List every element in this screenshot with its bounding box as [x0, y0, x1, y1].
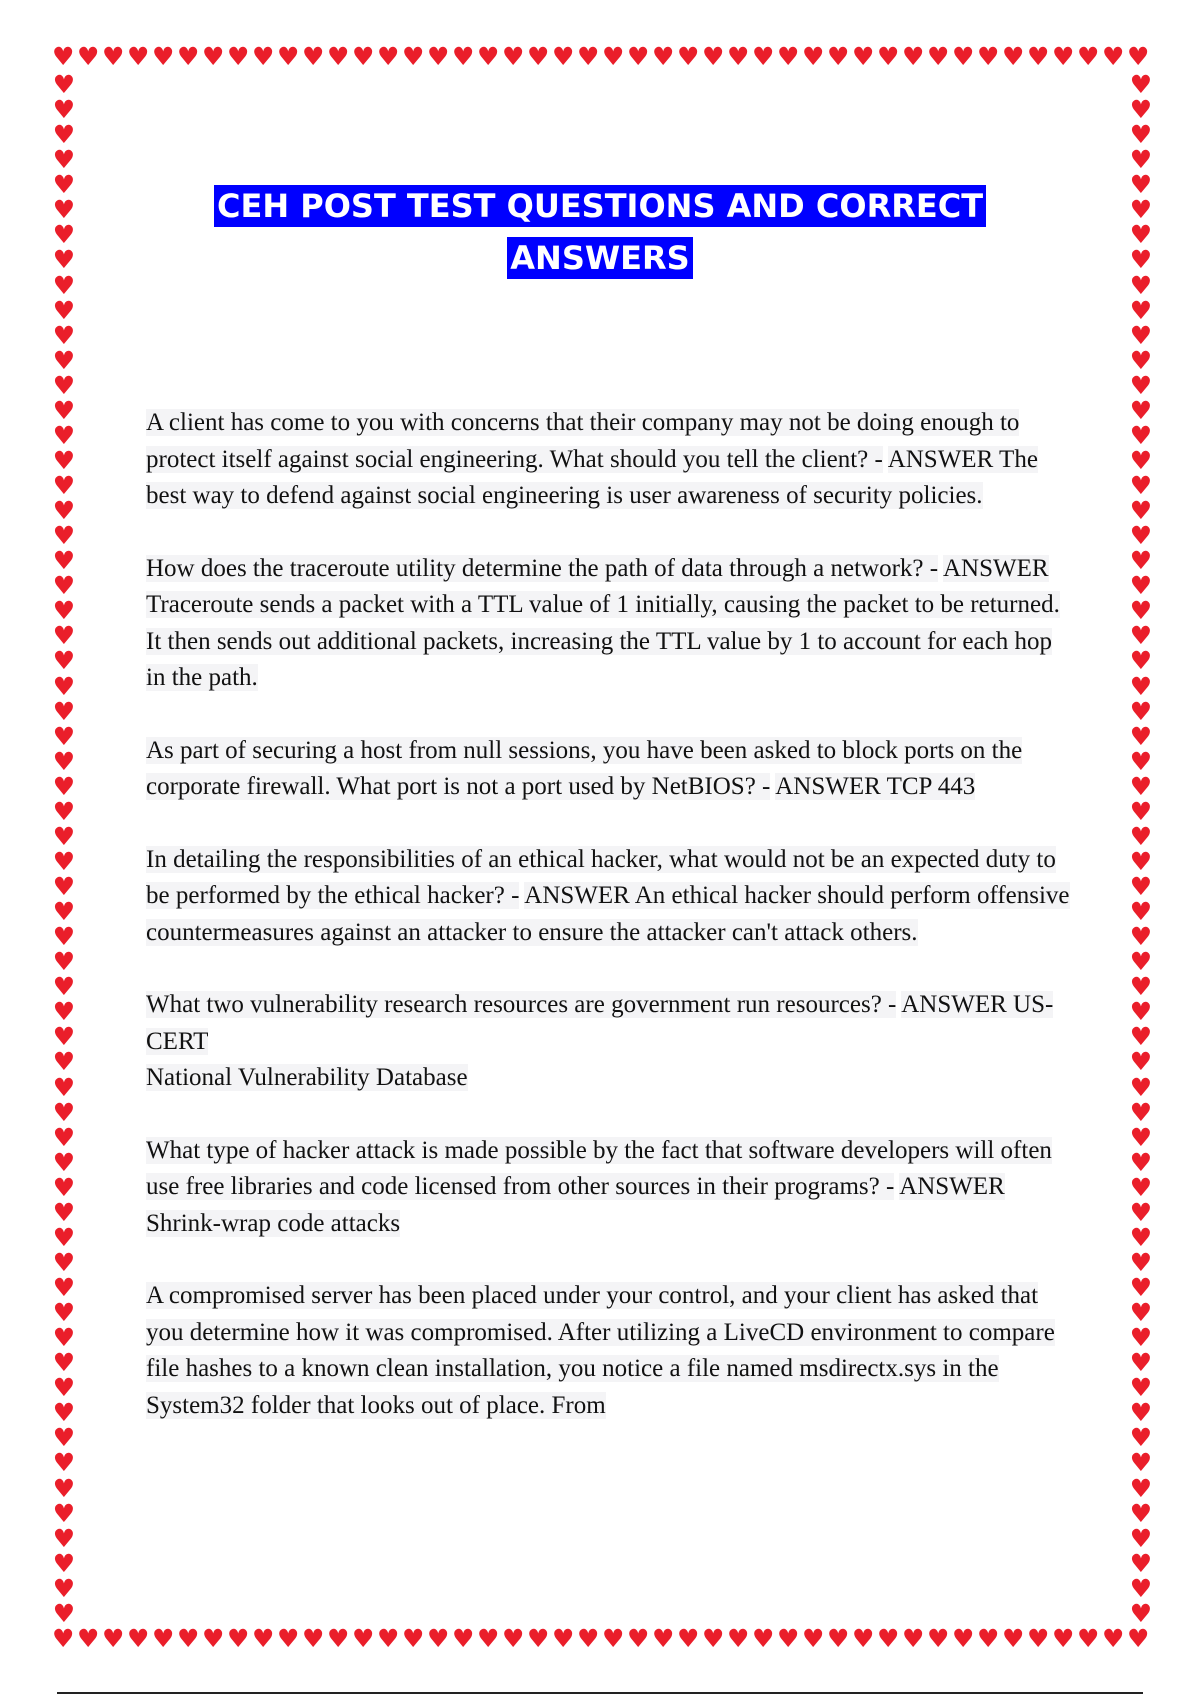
heart-icon: ♥ — [52, 1298, 76, 1328]
heart-icon: ♥ — [1129, 496, 1153, 526]
heart-icon: ♥ — [1129, 270, 1153, 300]
heart-icon: ♥ — [677, 42, 700, 71]
heart-icon: ♥ — [1129, 120, 1153, 150]
heart-icon: ♥ — [52, 922, 76, 952]
heart-icon: ♥ — [977, 1624, 1000, 1653]
heart-icon: ♥ — [852, 1624, 875, 1653]
heart-icon: ♥ — [52, 345, 76, 375]
heart-icon: ♥ — [352, 1624, 375, 1653]
heart-icon: ♥ — [552, 42, 575, 71]
heart-icon: ♥ — [1102, 1624, 1125, 1653]
heart-icon: ♥ — [352, 42, 375, 71]
heart-icon: ♥ — [727, 1624, 750, 1653]
heart-icon: ♥ — [52, 220, 76, 250]
heart-icon: ♥ — [1127, 42, 1150, 71]
heart-icon: ♥ — [52, 270, 76, 300]
heart-icon: ♥ — [52, 1097, 76, 1127]
heart-icon: ♥ — [1129, 1147, 1153, 1177]
heart-icon: ♥ — [52, 947, 76, 977]
heart-icon: ♥ — [1129, 746, 1153, 776]
heart-icon: ♥ — [1129, 646, 1153, 676]
qa-item — [146, 842, 1076, 952]
heart-icon: ♥ — [52, 471, 76, 500]
heart-icon: ♥ — [1129, 972, 1153, 1002]
heart-icon: ♥ — [1129, 1197, 1153, 1227]
heart-icon: ♥ — [1002, 42, 1025, 71]
heart-icon: ♥ — [1129, 1498, 1153, 1528]
heart-icon: ♥ — [52, 420, 76, 450]
heart-icon: ♥ — [1129, 696, 1153, 726]
heart-icon: ♥ — [52, 1498, 76, 1528]
heart-icon: ♥ — [202, 1624, 225, 1653]
heart-icon: ♥ — [1129, 1022, 1153, 1052]
heart-icon: ♥ — [1129, 1273, 1153, 1302]
heart-icon: ♥ — [477, 1624, 500, 1653]
heart-icon: ♥ — [852, 42, 875, 71]
heart-icon: ♥ — [52, 997, 76, 1027]
heart-icon: ♥ — [1129, 320, 1153, 350]
heart-icon: ♥ — [52, 1573, 76, 1603]
heart-icon: ♥ — [52, 1172, 76, 1202]
heart-icon: ♥ — [1077, 42, 1100, 71]
heart-icon: ♥ — [1129, 1573, 1153, 1603]
heart-icon: ♥ — [77, 1624, 100, 1653]
heart-icon: ♥ — [877, 42, 900, 71]
heart-icon: ♥ — [1129, 445, 1153, 475]
heart-icon: ♥ — [1129, 1548, 1153, 1578]
heart-icon: ♥ — [52, 395, 76, 425]
heart-icon: ♥ — [1129, 546, 1153, 576]
heart-icon: ♥ — [52, 721, 76, 751]
answer-text: ANSWER TCP 443 — [775, 773, 976, 800]
heart-icon: ♥ — [52, 245, 76, 275]
heart-icon: ♥ — [577, 1624, 600, 1653]
heart-icon: ♥ — [52, 320, 76, 350]
heart-icon: ♥ — [952, 1624, 975, 1653]
heart-icon: ♥ — [1129, 1298, 1153, 1328]
heart-icon: ♥ — [677, 1624, 700, 1653]
qa-item — [146, 551, 1076, 697]
heart-icon: ♥ — [1129, 947, 1153, 977]
qa-list — [146, 405, 1076, 1460]
heart-icon: ♥ — [1129, 471, 1153, 500]
heart-icon: ♥ — [1129, 345, 1153, 375]
heart-icon: ♥ — [52, 1022, 76, 1052]
heart-icon: ♥ — [52, 1398, 76, 1428]
heart-icon: ♥ — [52, 70, 76, 99]
heart-icon: ♥ — [52, 1548, 76, 1578]
heart-icon: ♥ — [52, 1473, 76, 1503]
heart-icon: ♥ — [52, 120, 76, 150]
heart-icon: ♥ — [1129, 220, 1153, 250]
heart-icon: ♥ — [1129, 897, 1153, 927]
heart-icon: ♥ — [152, 1624, 175, 1653]
heart-icon: ♥ — [1129, 596, 1153, 626]
heart-icon: ♥ — [52, 596, 76, 626]
heart-icon: ♥ — [1052, 42, 1075, 71]
heart-icon: ♥ — [277, 1624, 300, 1653]
answer-text: ANSWER US-CERT — [146, 991, 1054, 1055]
question-text: What two vulnerability research resources are government run resources? - — [146, 991, 897, 1018]
heart-icon: ♥ — [502, 1624, 525, 1653]
qa-item — [146, 1278, 1076, 1424]
heart-icon: ♥ — [1129, 1072, 1153, 1102]
answer-extra-text: National Vulnerability Database — [146, 1064, 468, 1091]
heart-icon: ♥ — [127, 1624, 150, 1653]
heart-icon: ♥ — [52, 42, 75, 71]
heart-icon: ♥ — [1129, 370, 1153, 400]
heart-icon: ♥ — [1129, 997, 1153, 1027]
heart-icon: ♥ — [1129, 1097, 1153, 1127]
heart-icon: ♥ — [302, 1624, 325, 1653]
qa-item — [146, 987, 1076, 1097]
heart-icon: ♥ — [577, 42, 600, 71]
heart-icon: ♥ — [227, 42, 250, 71]
heart-icon: ♥ — [177, 42, 200, 71]
heart-border-top — [52, 44, 1150, 72]
heart-icon: ♥ — [1102, 42, 1125, 71]
heart-icon: ♥ — [1129, 1448, 1153, 1478]
heart-icon: ♥ — [52, 295, 76, 325]
heart-icon: ♥ — [802, 42, 825, 71]
heart-icon: ♥ — [1129, 1598, 1153, 1628]
heart-icon: ♥ — [1129, 821, 1153, 851]
heart-icon: ♥ — [52, 821, 76, 851]
heart-icon: ♥ — [52, 521, 76, 551]
heart-icon: ♥ — [1127, 1624, 1150, 1653]
heart-icon: ♥ — [1129, 1247, 1153, 1277]
heart-icon: ♥ — [102, 42, 125, 71]
heart-icon: ♥ — [52, 972, 76, 1002]
heart-icon: ♥ — [502, 42, 525, 71]
question-text: A client has come to you with concerns that their company may not be doing enough to protect itself against social engineering. What should you tell the client? - — [146, 409, 1020, 473]
heart-icon: ♥ — [602, 42, 625, 71]
heart-icon: ♥ — [1129, 796, 1153, 826]
question-text: What type of hacker attack is made possible by the fact that software developers will often use free libraries and code licensed from other sources in their programs? - — [146, 1136, 1052, 1200]
heart-icon: ♥ — [1129, 145, 1153, 175]
heart-icon: ♥ — [1129, 922, 1153, 952]
heart-icon: ♥ — [1129, 70, 1153, 99]
heart-icon: ♥ — [1129, 721, 1153, 751]
heart-icon: ♥ — [827, 42, 850, 71]
heart-icon: ♥ — [52, 872, 76, 901]
heart-icon: ♥ — [1129, 245, 1153, 275]
heart-icon: ♥ — [777, 42, 800, 71]
heart-icon: ♥ — [1129, 1222, 1153, 1252]
heart-icon: ♥ — [52, 1047, 76, 1077]
heart-icon: ♥ — [527, 42, 550, 71]
heart-icon: ♥ — [202, 42, 225, 71]
heart-icon: ♥ — [1129, 1172, 1153, 1202]
heart-icon: ♥ — [927, 1624, 950, 1653]
heart-icon: ♥ — [1027, 42, 1050, 71]
heart-icon: ♥ — [52, 846, 76, 876]
heart-icon: ♥ — [52, 1072, 76, 1102]
question-text: A compromised server has been placed under your control, and your client has asked that you determine how it was compromised. After utilizing a LiveCD environment to compare file hashes to a known clean installation, you notice a file named msdirectx.sys in the System32 folder that looks out of place. From — [146, 1282, 1055, 1419]
heart-icon: ♥ — [52, 696, 76, 726]
heart-icon: ♥ — [127, 42, 150, 71]
heart-icon: ♥ — [802, 1624, 825, 1653]
heart-icon: ♥ — [52, 1423, 76, 1453]
heart-icon: ♥ — [752, 1624, 775, 1653]
heart-icon: ♥ — [1129, 1047, 1153, 1077]
heart-icon: ♥ — [602, 1624, 625, 1653]
heart-icon: ♥ — [52, 170, 76, 200]
heart-icon: ♥ — [1129, 846, 1153, 876]
heart-icon: ♥ — [102, 1624, 125, 1653]
heart-icon: ♥ — [252, 42, 275, 71]
heart-icon: ♥ — [402, 42, 425, 71]
heart-icon: ♥ — [277, 42, 300, 71]
heart-icon: ♥ — [52, 571, 76, 601]
heart-icon: ♥ — [52, 1348, 76, 1378]
heart-icon: ♥ — [1129, 170, 1153, 200]
heart-border-right — [1128, 72, 1154, 1626]
heart-icon: ♥ — [1129, 420, 1153, 450]
heart-icon: ♥ — [52, 671, 76, 701]
heart-icon: ♥ — [777, 1624, 800, 1653]
heart-icon: ♥ — [52, 1448, 76, 1478]
heart-icon: ♥ — [652, 1624, 675, 1653]
heart-icon: ♥ — [1129, 872, 1153, 901]
heart-icon: ♥ — [52, 796, 76, 826]
heart-icon: ♥ — [227, 1624, 250, 1653]
heart-icon: ♥ — [52, 496, 76, 526]
title-block — [150, 180, 1050, 284]
question-text: In detailing the responsibilities of an ethical hacker, what would not be an expected duty to be performed by the ethical hacker? - — [146, 845, 1056, 909]
heart-icon: ♥ — [1129, 1423, 1153, 1453]
heart-icon: ♥ — [327, 42, 350, 71]
heart-icon: ♥ — [902, 42, 925, 71]
heart-icon: ♥ — [52, 370, 76, 400]
heart-icon: ♥ — [1129, 295, 1153, 325]
answer-text: ANSWER Traceroute sends a packet with a TTL value of 1 initially, causing the packet to be returned. It then sends out additional packets, increasing the TTL value by 1 to account for each hop in the path. — [146, 554, 1060, 691]
heart-icon: ♥ — [77, 42, 100, 71]
heart-icon: ♥ — [377, 1624, 400, 1653]
heart-icon: ♥ — [52, 145, 76, 175]
heart-icon: ♥ — [1129, 521, 1153, 551]
qa-item — [146, 733, 1076, 806]
heart-icon: ♥ — [327, 1624, 350, 1653]
answer-text: ANSWER The best way to defend against social engineering is user awareness of security policies. — [146, 445, 1038, 509]
heart-icon: ♥ — [377, 42, 400, 71]
heart-icon: ♥ — [1129, 395, 1153, 425]
heart-icon: ♥ — [402, 1624, 425, 1653]
heart-icon: ♥ — [627, 1624, 650, 1653]
answer-text: ANSWER An ethical hacker should perform offensive countermeasures against an attacker to ensure the attacker can't attack others. — [146, 882, 1070, 946]
heart-icon: ♥ — [427, 42, 450, 71]
heart-icon: ♥ — [52, 897, 76, 927]
heart-icon: ♥ — [1129, 1398, 1153, 1428]
heart-icon: ♥ — [1129, 571, 1153, 601]
heart-icon: ♥ — [977, 42, 1000, 71]
heart-icon: ♥ — [1129, 95, 1153, 125]
heart-icon: ♥ — [52, 1147, 76, 1177]
heart-icon: ♥ — [627, 42, 650, 71]
footer-divider — [57, 1692, 1143, 1694]
heart-icon: ♥ — [1129, 671, 1153, 701]
question-text: How does the traceroute utility determine the path of data through a network? - — [146, 554, 939, 582]
answer-text: ANSWER Shrink-wrap code attacks — [146, 1173, 1005, 1237]
heart-icon: ♥ — [1027, 1624, 1050, 1653]
heart-icon: ♥ — [1129, 1348, 1153, 1378]
heart-icon: ♥ — [52, 1197, 76, 1227]
heart-icon: ♥ — [52, 1247, 76, 1277]
heart-icon: ♥ — [652, 42, 675, 71]
heart-icon: ♥ — [1129, 195, 1153, 225]
heart-icon: ♥ — [702, 1624, 725, 1653]
heart-border-bottom — [52, 1626, 1150, 1654]
heart-icon: ♥ — [52, 445, 76, 475]
heart-icon: ♥ — [1129, 1373, 1153, 1403]
heart-icon: ♥ — [52, 1598, 76, 1628]
heart-icon: ♥ — [752, 42, 775, 71]
heart-icon: ♥ — [902, 1624, 925, 1653]
heart-icon: ♥ — [927, 42, 950, 71]
heart-icon: ♥ — [52, 1624, 75, 1653]
heart-icon: ♥ — [152, 42, 175, 71]
heart-icon: ♥ — [727, 42, 750, 71]
heart-icon: ♥ — [1077, 1624, 1100, 1653]
heart-icon: ♥ — [702, 42, 725, 71]
heart-icon: ♥ — [827, 1624, 850, 1653]
heart-icon: ♥ — [177, 1624, 200, 1653]
heart-icon: ♥ — [952, 42, 975, 71]
heart-icon: ♥ — [552, 1624, 575, 1653]
heart-icon: ♥ — [52, 1523, 76, 1553]
heart-icon: ♥ — [427, 1624, 450, 1653]
heart-icon: ♥ — [1129, 1323, 1153, 1353]
heart-icon: ♥ — [1129, 621, 1153, 651]
heart-icon: ♥ — [52, 195, 76, 225]
heart-icon: ♥ — [52, 1273, 76, 1302]
heart-icon: ♥ — [52, 1222, 76, 1252]
heart-border-left — [51, 72, 77, 1626]
question-text: As part of securing a host from null sessions, you have been asked to block ports on the corporate firewall. What port is not a port used by NetBIOS? - — [146, 736, 1023, 800]
heart-icon: ♥ — [52, 621, 76, 651]
heart-icon: ♥ — [1002, 1624, 1025, 1653]
heart-icon: ♥ — [877, 1624, 900, 1653]
heart-icon: ♥ — [1129, 771, 1153, 801]
heart-icon: ♥ — [52, 1122, 76, 1152]
qa-item — [146, 405, 1076, 515]
heart-icon: ♥ — [1129, 1122, 1153, 1152]
heart-icon: ♥ — [477, 42, 500, 71]
heart-icon: ♥ — [52, 1373, 76, 1403]
heart-icon: ♥ — [52, 771, 76, 801]
heart-icon: ♥ — [52, 1323, 76, 1353]
heart-icon: ♥ — [52, 95, 76, 125]
heart-icon: ♥ — [302, 42, 325, 71]
qa-item — [146, 1133, 1076, 1243]
heart-icon: ♥ — [52, 746, 76, 776]
heart-icon: ♥ — [52, 646, 76, 676]
heart-icon: ♥ — [452, 1624, 475, 1653]
heart-icon: ♥ — [1129, 1523, 1153, 1553]
document-title: CEH POST TEST QUESTIONS AND CORRECT ANSWERS — [214, 185, 986, 279]
heart-icon: ♥ — [1129, 1473, 1153, 1503]
heart-icon: ♥ — [52, 546, 76, 576]
heart-icon: ♥ — [527, 1624, 550, 1653]
heart-icon: ♥ — [1052, 1624, 1075, 1653]
heart-icon: ♥ — [452, 42, 475, 71]
heart-icon: ♥ — [252, 1624, 275, 1653]
